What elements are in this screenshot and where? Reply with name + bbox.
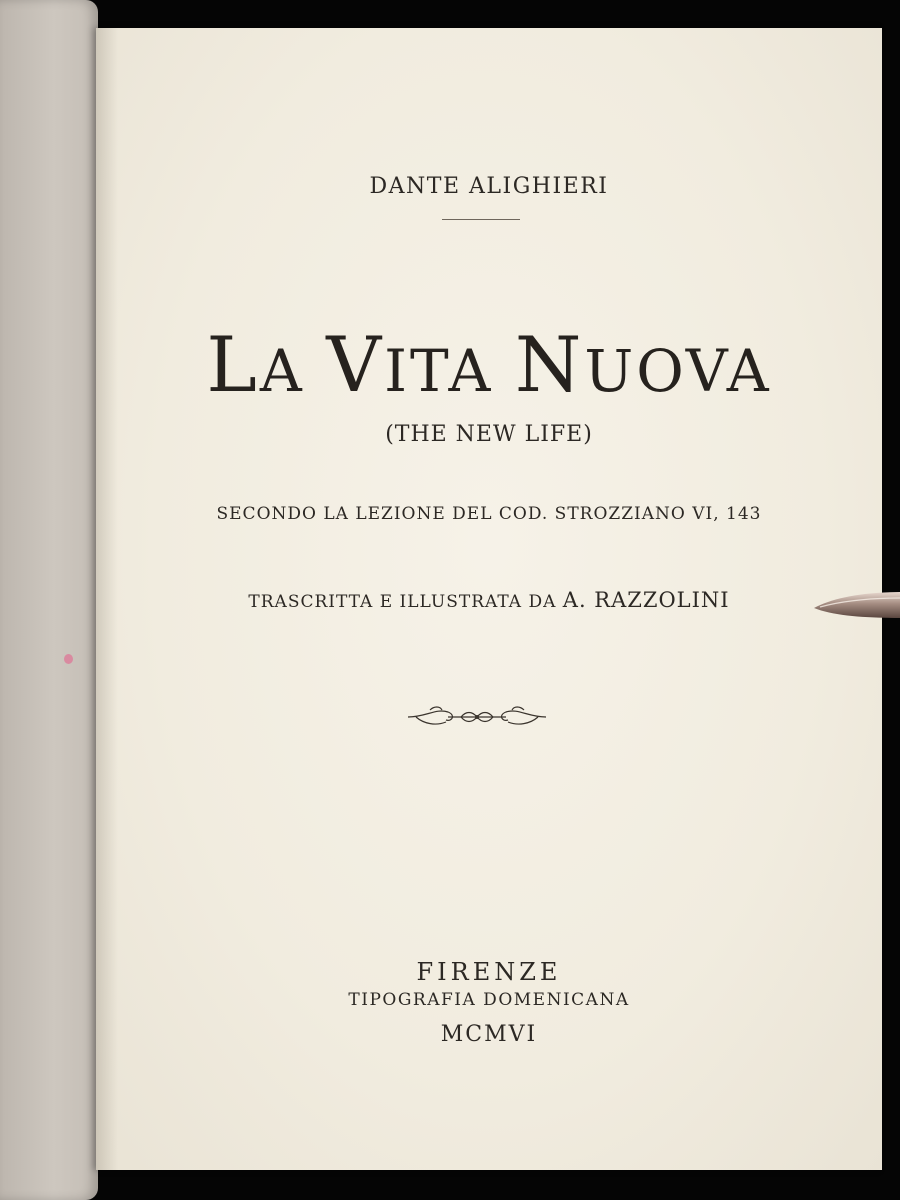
credit-prefix: TRASCRITTA E ILLUSTRATA DA [248, 592, 557, 612]
author-rule-divider [442, 219, 520, 220]
decorative-scroll-ornament-icon [406, 702, 548, 732]
title-cap-2: V [326, 320, 385, 409]
printer-name: TIPOGRAFIA DOMENICANA [348, 990, 630, 1010]
credit-name: A. RAZZOLINI [562, 588, 730, 612]
title-page [96, 28, 882, 1170]
title-cap-3: N [514, 320, 585, 409]
paper-stain [64, 654, 73, 664]
title-rest-3: UOVA [584, 337, 772, 405]
title-rest-2: ITA [384, 337, 494, 405]
book-subtitle: (THE NEW LIFE) [385, 422, 593, 447]
book-title [96, 320, 882, 409]
edition-line: SECONDO LA LEZIONE DEL COD. STROZZIANO VI, 143 [216, 504, 762, 524]
author-name: DANTE ALIGHIERI [369, 174, 609, 199]
book-cover-edge [0, 0, 98, 1200]
pen-pointer-icon [812, 588, 900, 622]
title-cap-1: L [206, 320, 260, 409]
publication-city: FIRENZE [416, 958, 562, 986]
title-rest-1: A [259, 337, 305, 405]
publication-year: MCMVI [440, 1022, 538, 1047]
credit-line [96, 588, 882, 612]
